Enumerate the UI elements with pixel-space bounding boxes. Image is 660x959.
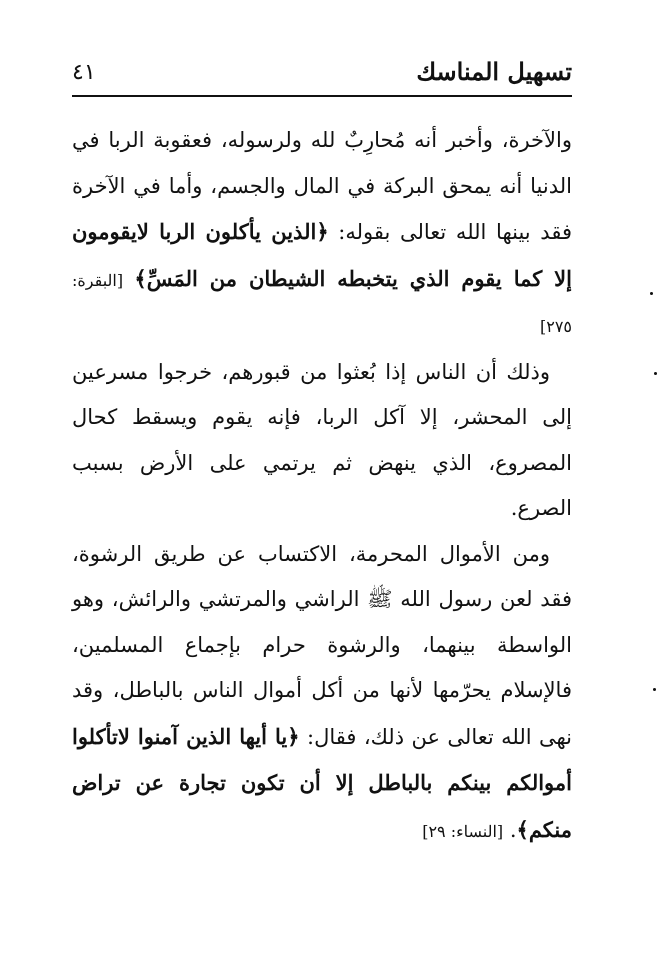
body-text-run: . (503, 817, 517, 842)
margin-mark (654, 372, 657, 375)
page-number: ٤١ (72, 60, 96, 85)
page-header (72, 52, 572, 92)
quran-verse: ﴿الذين يأكلون الربا لايقومون إلا كما يقوم الذي يتخبطه الشيطان من المَسِّ﴾ (72, 219, 572, 291)
body-text-run: ومن الأموال المحرمة، الاكتساب عن طريق الرشوة، فقد لعن رسول الله ﷺ الراشي والمرتشي والرائش، وهو الواسطة بينهما، والرشوة حرام بإجماع المسلمين، فالإسلام يحرّمها لأنها من أكل أموال الناس بالباطل، وقد نهى الله تعالى عن ذلك، فقال: (72, 541, 573, 749)
paragraph (72, 118, 572, 350)
book-title: تسهيل المناسك (416, 57, 572, 86)
paragraph (72, 532, 572, 855)
body-text-run: والآخرة، وأخبر أنه مُحارِبٌ لله ولرسوله، فعقوبة الربا في الدنيا أنه يمحق البركة في المال والجسم، وأما في الآخرة فقد بينها الله تعالى بقوله: (72, 128, 572, 244)
body-text-run (123, 267, 134, 291)
verse-reference: [النساء: ٢٩] (422, 821, 504, 841)
quran-verse: ﴿يا أيها الذين آمنوا لاتأكلوا أموالكم بينكم بالباطل إلا أن تكون تجارة عن تراض منكم﴾ (72, 723, 572, 842)
header-divider (72, 95, 572, 97)
paragraph (72, 350, 572, 532)
body-text-run: وذلك أن الناس إذا بُعثوا من قبورهم، خرجوا مسرعين إلى المحشر، إلا آكل الربا، فإنه يقوم ويسقط كحال المصروع، الذي ينهض ثم يرتمي على الأرض بسبب الصرع. (72, 359, 572, 520)
margin-mark (653, 688, 656, 691)
margin-mark (650, 292, 653, 295)
page-body (72, 118, 572, 854)
verse-reference: [البقرة: ٢٧٥] (72, 270, 572, 336)
